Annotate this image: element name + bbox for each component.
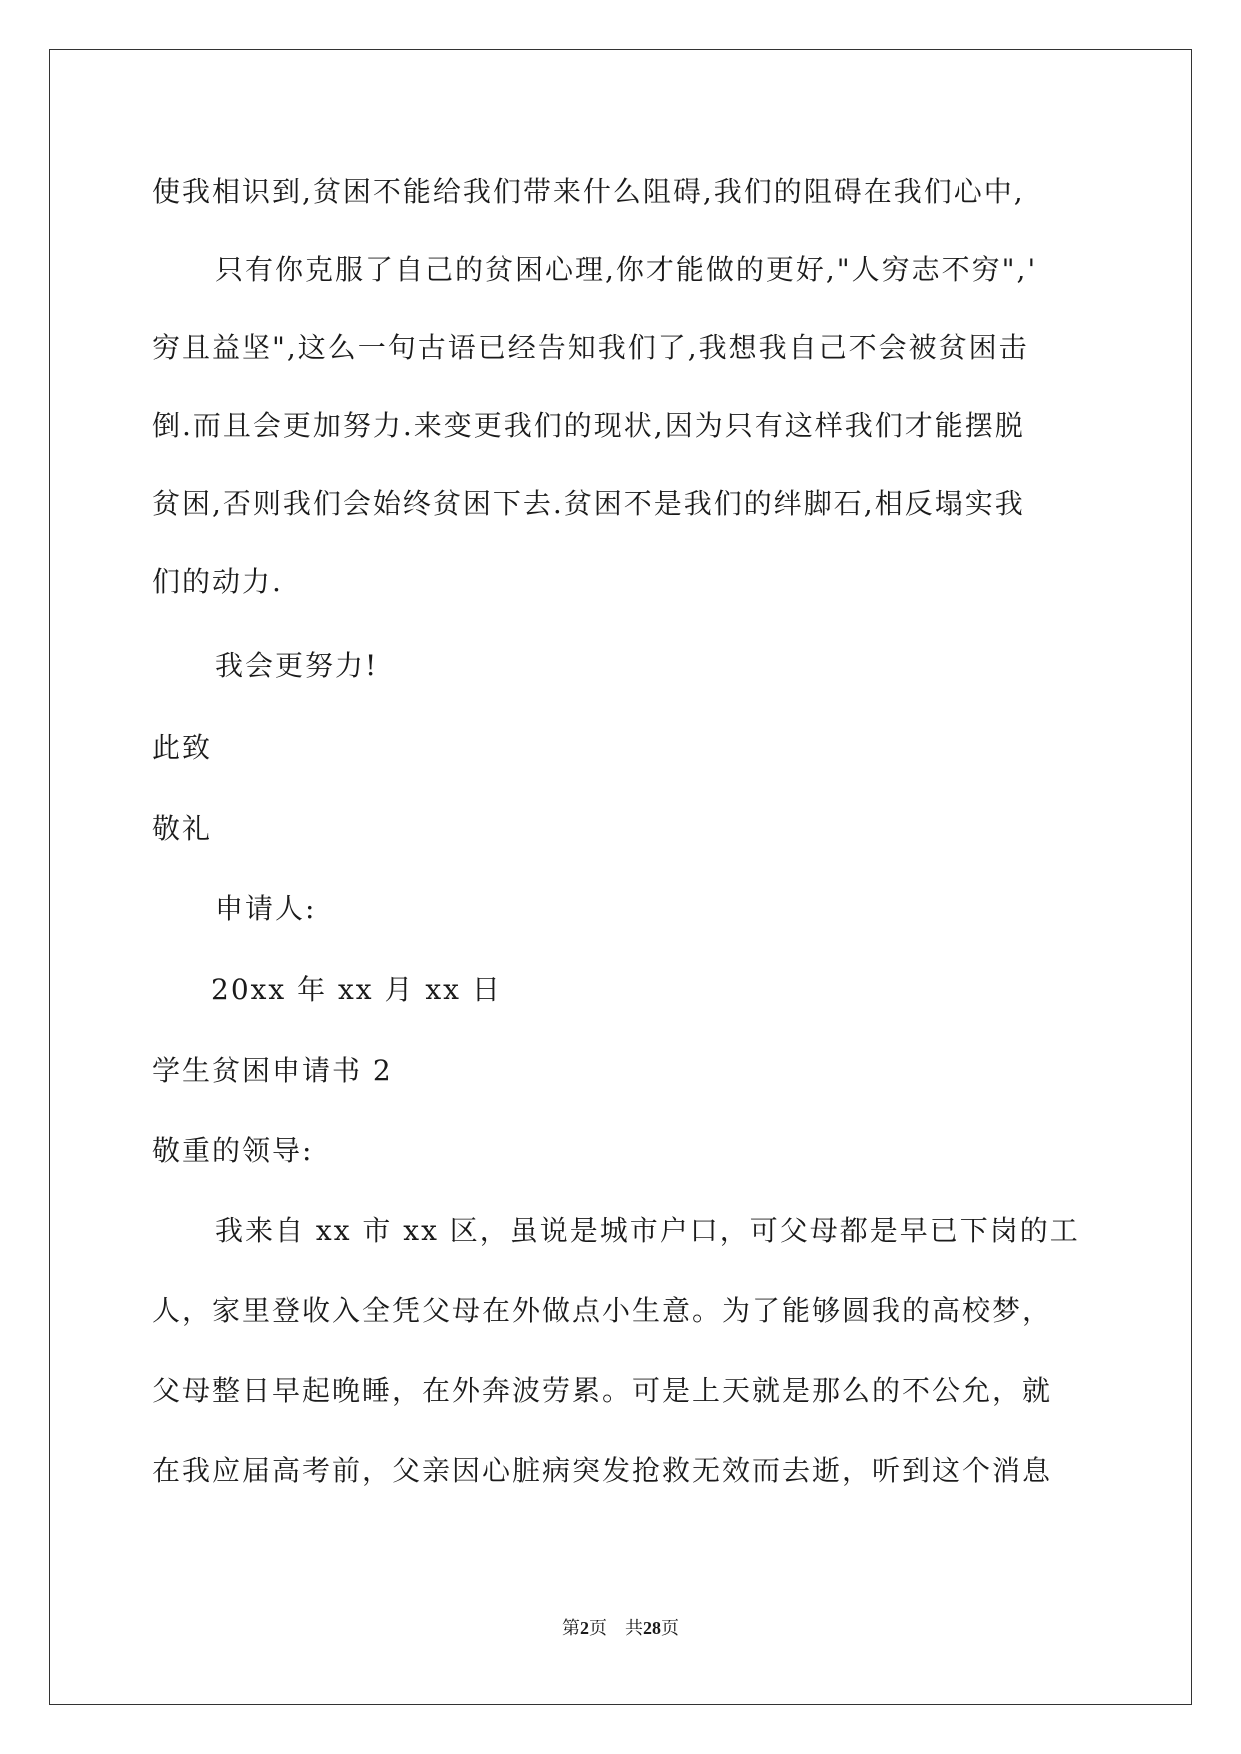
footer-prefix: 第	[562, 1618, 580, 1638]
footer-page-number: 2	[580, 1618, 589, 1638]
paragraph-line: 贫困,否则我们会始终贫困下去.贫困不是我们的绊脚石,相反塌实我	[152, 487, 1025, 520]
footer-total-pages: 28	[643, 1618, 661, 1638]
section-heading: 学生贫困申请书 2	[152, 1054, 393, 1087]
paragraph-line: 使我相识到,贫困不能给我们带来什么阻碍,我们的阻碍在我们心中,	[152, 175, 1025, 208]
footer-page-unit: 页	[589, 1618, 607, 1638]
applicant-label: 申请人:	[215, 892, 317, 925]
date-line: 20xx 年 xx 月 xx 日	[211, 973, 502, 1006]
closing-line: 我会更努力!	[215, 649, 379, 682]
salutation-jingli: 敬礼	[152, 812, 213, 845]
footer-total-unit: 页	[661, 1618, 679, 1638]
paragraph-line: 们的动力.	[152, 565, 283, 598]
paragraph-line: 父母整日早起晚睡，在外奔波劳累。可是上天就是那么的不公允，就	[152, 1374, 1053, 1407]
paragraph-line: 穷且益坚",这么一句古语已经告知我们了,我想我自己不会被贫困击	[152, 331, 1029, 364]
greeting-line: 敬重的领导:	[152, 1134, 314, 1167]
paragraph-line: 在我应届高考前，父亲因心脏病突发抢救无效而去逝，听到这个消息	[152, 1454, 1053, 1487]
page-footer	[0, 1616, 1241, 1640]
paragraph-line: 倒.而且会更加努力.来变更我们的现状,因为只有这样我们才能摆脱	[152, 409, 1025, 442]
footer-total-prefix: 共	[625, 1618, 643, 1638]
salutation-cizhi: 此致	[152, 731, 213, 764]
paragraph-line: 只有你克服了自己的贫困心理,你才能做的更好,"人穷志不穷",'	[215, 253, 1038, 286]
paragraph-line: 人，家里登收入全凭父母在外做点小生意。为了能够圆我的高校梦，	[152, 1294, 1053, 1327]
paragraph-line: 我来自 xx 市 xx 区，虽说是城市户口，可父母都是早已下岗的工	[215, 1214, 1080, 1247]
